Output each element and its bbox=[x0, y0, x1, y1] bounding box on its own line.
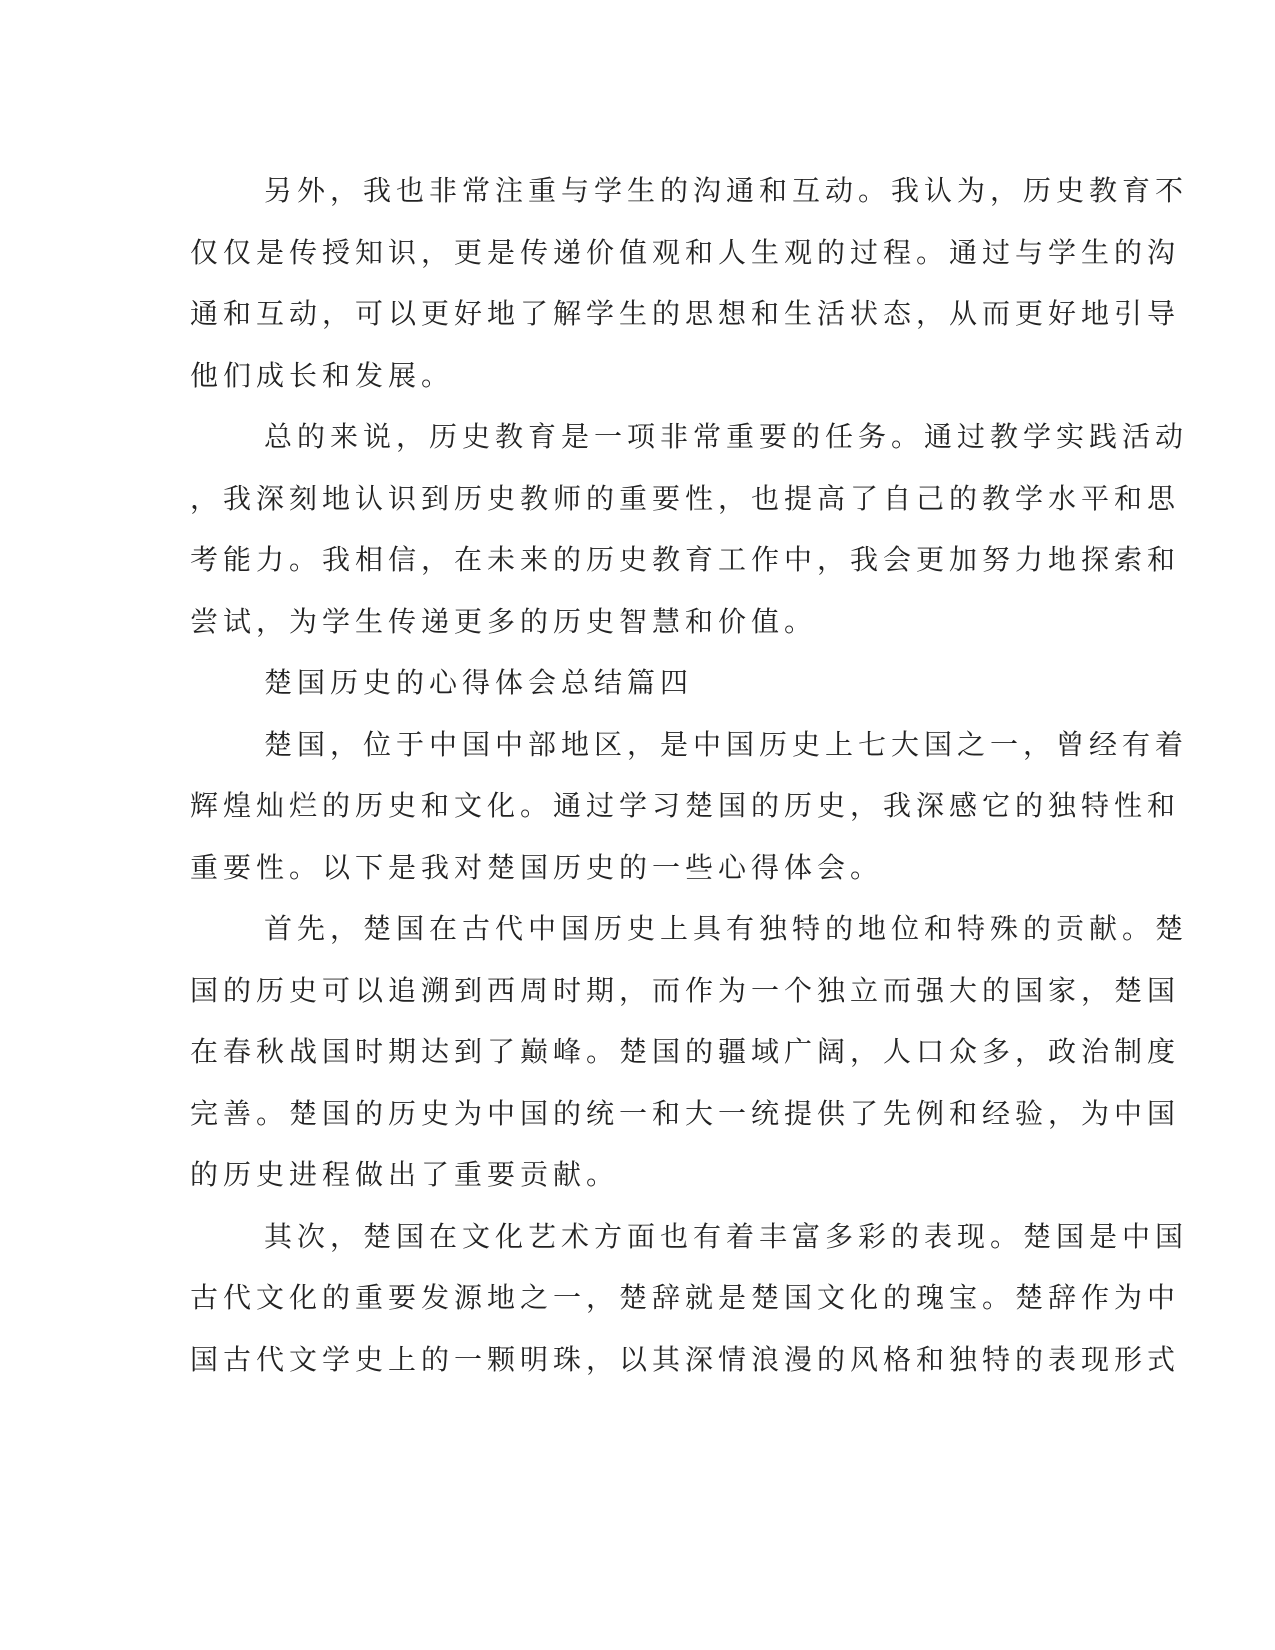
text-line: 另外，我也非常注重与学生的沟通和互动。我认为，历史教育不 bbox=[264, 174, 1189, 207]
text-line: 首先，楚国在古代中国历史上具有独特的地位和特殊的贡献。楚 bbox=[264, 912, 1189, 945]
text-line: 其次，楚国在文化艺术方面也有着丰富多彩的表现。楚国是中国 bbox=[264, 1219, 1189, 1253]
text-line: 总的来说，历史教育是一项非常重要的任务。通过教学实践活动 bbox=[264, 420, 1189, 453]
text-line: 他们成长和发展。 bbox=[190, 358, 455, 392]
text-line: 楚国，位于中国中部地区，是中国历史上七大国之一，曾经有着 bbox=[264, 727, 1189, 761]
text-line: 在春秋战国时期达到了巅峰。楚国的疆域广阔，人口众多，政治制度 bbox=[190, 1035, 1181, 1068]
text-line: 通和互动，可以更好地了解学生的思想和生活状态，从而更好地引导 bbox=[190, 297, 1181, 330]
text-line: 仅仅是传授知识，更是传递价值观和人生观的过程。通过与学生的沟 bbox=[190, 235, 1181, 269]
text-line: 的历史进程做出了重要贡献。 bbox=[190, 1158, 620, 1191]
text-line: 辉煌灿烂的历史和文化。通过学习楚国的历史，我深感它的独特性和 bbox=[190, 789, 1181, 822]
text-line: 国古代文学史上的一颗明珠，以其深情浪漫的风格和独特的表现形式 bbox=[190, 1342, 1181, 1376]
text-line: 考能力。我相信，在未来的历史教育工作中，我会更加努力地探索和 bbox=[190, 543, 1181, 576]
text-line: 国的历史可以追溯到西周时期，而作为一个独立而强大的国家，楚国 bbox=[190, 973, 1181, 1007]
section-heading: 楚国历史的心得体会总结篇四 bbox=[264, 666, 694, 699]
text-line: ，我深刻地认识到历史教师的重要性，也提高了自己的教学水平和思 bbox=[190, 481, 1181, 515]
document-body bbox=[190, 160, 1189, 1390]
text-line: 重要性。以下是我对楚国历史的一些心得体会。 bbox=[190, 850, 884, 884]
text-line: 完善。楚国的历史为中国的统一和大一统提供了先例和经验，为中国 bbox=[190, 1096, 1181, 1130]
text-line: 尝试，为学生传递更多的历史智慧和价值。 bbox=[190, 604, 818, 638]
text-line: 古代文化的重要发源地之一，楚辞就是楚国文化的瑰宝。楚辞作为中 bbox=[190, 1281, 1181, 1314]
